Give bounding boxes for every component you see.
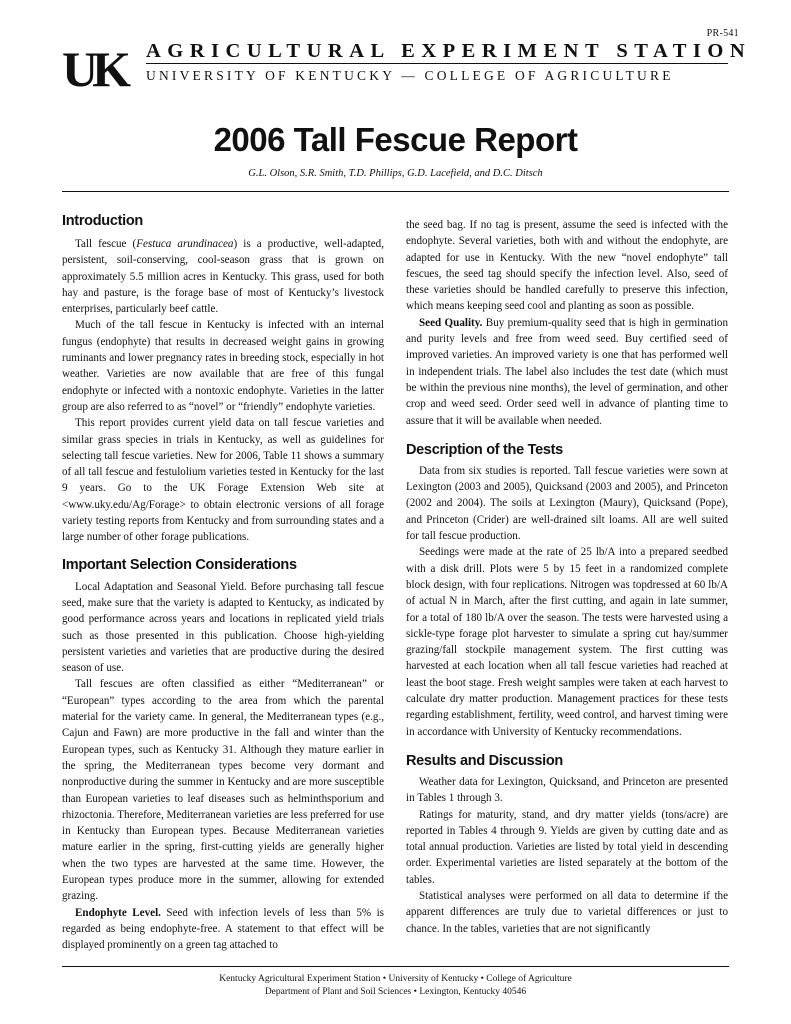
results-paragraph-2: Ratings for maturity, stand, and dry matter yields (tons/acre) are reported in Tables 4 through 9. Yields are given by cutting date and as total annual production. Varieties are listed by total yield in descending order. Experimental varieties are listed separately at the bottom of the tables. [406, 808, 728, 886]
endophyte-text: Seed with infection levels of less than 5% is regarded as being endophyte-free. A statement to that effect will be displayed prominently on a green tag attached to [62, 906, 384, 952]
footer-line-1: Kentucky Agricultural Experiment Station • University of Kentucky • College of Agriculture [219, 974, 572, 984]
left-column [62, 212, 384, 953]
seed-quality-paragraph [406, 315, 728, 429]
university-name: UNIVERSITY OF KENTUCKY — COLLEGE OF AGRICULTURE [146, 68, 674, 83]
publication-number: PR-541 [706, 28, 739, 39]
selection-paragraph-1: Local Adaptation and Seasonal Yield. Before purchasing tall fescue seed, make sure that the variety is adapted to Kentucky, as indicated by good performance across years and locations in replicated yield trials such as those presented in this publication. Choose high-yielding persistent varieties and varieties that are productive during the desired season of use. [62, 580, 384, 675]
intro-p1-text-a: Tall fescue ( [75, 238, 137, 250]
uk-logo [62, 44, 142, 90]
results-paragraph-1: Weather data for Lexington, Quicksand, and Princeton are presented in Tables 1 through 3. [406, 775, 728, 805]
report-title: 2006 Tall Fescue Report [213, 121, 578, 158]
station-name: AGRICULTURAL EXPERIMENT STATION [146, 40, 752, 62]
intro-paragraph-2: Much of the tall fescue in Kentucky is infected with an internal fungus (endophyte) that results in decreased weight gains in growing ruminants and lower pregnancy rates in breeding stock, especially in hot weather. Varieties are now available that are free of this fungal endophyte or infected with a nontoxic endophyte. Varieties in the latter group are also referred to as “novel” or “friendly” endophyte varieties. [62, 319, 384, 413]
footer-rule [62, 966, 729, 967]
tests-paragraph-2: Seedings were made at the rate of 25 lb/A into a prepared seedbed with a disk drill. Plots were 5 by 15 feet in a randomized complete block design, with four replications. Nitrogen was topdressed at 60 lb/A of actual N in March, after the first cutting, and again in late summer, for a total of 180 lb/A over the season. The tests were harvested using a sickle-type forage plot harvester to simulate a spring cut hay/summer grazing/fall stockpile management system. The first cutting was harvested at each location when all tall fescue varieties had reached at least the boot stage. Fresh weight samples were taken at each harvest to calculate dry matter production. Management practices for these tests regarding establishment, fertility, weed control, and harvest timing were in accordance with University of Kentucky recommendations. [406, 546, 728, 738]
endophyte-lead: Endophyte Level. [75, 906, 161, 919]
uk-logo-mark [62, 44, 142, 90]
selection-paragraph-2: Tall fescues are often classified as either “Mediterranean” or “European” types according to the area from which the parental material for the variety came. In general, the Mediterranean types (e.g., Cajun and Fawn) are more productive in the fall and winter than the European types, such as Kentucky 31. Although they mature earlier in the spring, the Mediterranean types become very dormant and nonproductive during the summer in Kentucky and are more susceptible than European varieties to leaf diseases such as helminthsporium and rhizoctonia. Therefore, Mediterranean varieties are less preferred for use in Kentucky than European types. Because Mediterranean varieties mature earlier in the spring, first-cutting yields are generally higher when the two types are harvested at the same time. However, the European types produce more in the summer, allowing for extended grazing. [62, 678, 384, 903]
endophyte-paragraph [62, 905, 384, 954]
species-name: Festuca arundinacea [136, 238, 234, 250]
footer-line-2: Department of Plant and Soil Sciences • Lexington, Kentucky 40546 [264, 987, 527, 997]
seed-quality-text: Buy premium-quality seed that is high in germination and purity levels and free from weed seed. Buy certified seed of improved varieties. An improved variety is one that has performed well in independent trials. The label also includes the test date (which must be within the previous nine months), the level of germination, and other crop and weed seed. Order seed well in advance of planting time to assure that it will be available when needed. [406, 316, 728, 427]
intro-p1-text-b: ) is a productive, well-adapted, persistent, soil-conserving, cool-season grass that is grown on approximately 5.5 million acres in Kentucky. This grass, used for both hay and pasture, is the forage base of most of Kentucky’s livestock enterprises, particularly beef cattle. [62, 238, 384, 316]
introduction-heading: Introduction [62, 213, 143, 229]
selection-heading: Important Selection Considerations [62, 556, 297, 573]
title-rule [62, 191, 729, 192]
authors: G.L. Olson, S.R. Smith, T.D. Phillips, G.D. Lacefield, and D.C. Ditsch [248, 168, 543, 179]
seed-quality-lead: Seed Quality. [419, 316, 483, 329]
tests-paragraph-1: Data from six studies is reported. Tall fescue varieties were sown at Lexington (2003 and 2005), Quicksand (2003 and 2005), and Princeton (2002 and 2004). The soils at Lexington (Maury), Quicksand (Pope), and Princeton (Crider) are well-drained silt loams. All are well suited for tall fescue production. [406, 464, 728, 543]
intro-paragraph-3: This report provides current yield data on tall fescue varieties and similar grass species in trials in Kentucky, as well as guidelines for selecting tall fescue varieties. New for 2006, Table 11 shows a summary of all tall fescue and festulolium varieties tested in Kentucky for the last 9 years. Go to the UK Forage Extension Web site at <www.uky.edu/Ag/Forage> to obtain electronic versions of all forage variety testing reports from Kentucky and from surrounding states and a large number of other forage publications. [62, 417, 384, 544]
right-column [406, 217, 728, 937]
endophyte-continued: the seed bag. If no tag is present, assume the seed is infected with the endophyte. Several varieties, both with and without the endophyte, are adapted for use in Kentucky. With the new “novel endophyte” tall fescues, the seed tag should specify the infection level. Also, seed of these varieties should be handled carefully to preserve this infection, which means keeping seed cool and planting as soon as possible. [406, 219, 728, 313]
svg-text:UK: UK [62, 44, 125, 90]
intro-paragraph-1 [62, 236, 384, 317]
tests-heading: Description of the Tests [406, 441, 563, 458]
results-paragraph-3: Statistical analyses were performed on all data to determine if the apparent differences are truly due to varietal differences or just to chance. In the tables, varieties that are not significantly [406, 889, 728, 935]
header-rule [146, 63, 728, 64]
results-heading: Results and Discussion [406, 752, 563, 769]
